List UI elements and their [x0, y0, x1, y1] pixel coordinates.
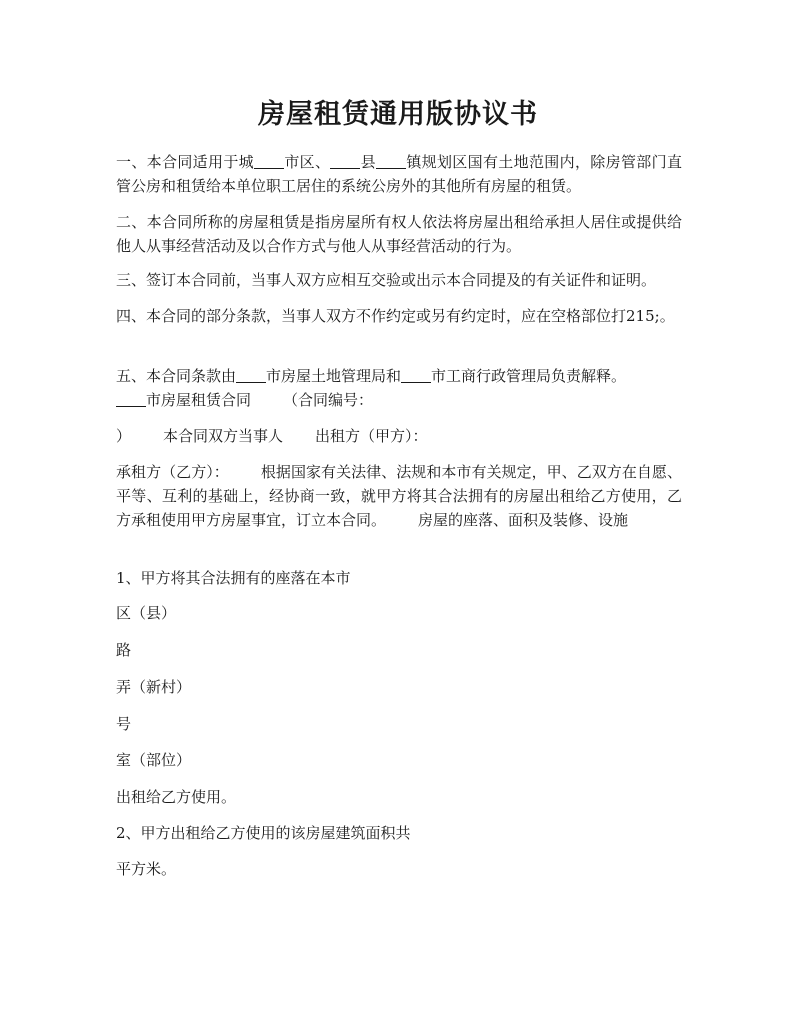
clause-1-text-c: 县	[360, 153, 376, 171]
clause-5	[116, 364, 682, 412]
document-title: 房屋租赁通用版协议书	[258, 99, 538, 130]
section-heading-premises: 房屋的座落、面积及装修、设施	[418, 511, 629, 529]
blank-line	[401, 368, 431, 383]
parties-line	[116, 424, 682, 448]
clause-1-text-d: 镇规划区国有土地范围内，除房管部门直管公房和租赁给本单位职工居住的系统公房外的其他所有房屋的租赁。	[116, 153, 682, 195]
number-line: 号	[116, 715, 132, 733]
blank-line	[116, 392, 146, 407]
blank-line	[376, 154, 406, 169]
clause-5-text-b: 市房屋土地管理局和	[266, 367, 402, 385]
clause-1-text-b: 市区、	[283, 153, 331, 171]
parties-text-a: ）	[116, 427, 132, 445]
clause-1	[116, 150, 682, 198]
clause-1-text-a: 一、本合同适用于城	[116, 153, 254, 171]
contract-number-label: （合同编号：	[283, 391, 374, 409]
item-1-line: 1、甲方将其合法拥有的座落在本市	[116, 569, 351, 587]
lessee-clause	[116, 460, 682, 532]
clause-2: 二、本合同所称的房屋租赁是指房屋所有权人依法将房屋出租给承担人居住或提供给他人从事经营活动及以合作方式与他人从事经营活动的行为。	[116, 213, 682, 255]
blank-line	[330, 154, 360, 169]
road-line: 路	[116, 641, 132, 659]
area-unit-line: 平方米。	[116, 860, 177, 878]
item-2-line: 2、甲方出租给乙方使用的该房屋建筑面积共	[116, 824, 411, 842]
blank-line	[254, 154, 284, 169]
preamble-text: 根据国家有关法律、法规和本市有关规定，甲、乙双方在自愿、平等、互利的基础上，经协商一致，就甲方将其合法拥有的房屋出租给乙方使用，乙方承租使用甲方房屋事宜，订立本合同。	[116, 463, 682, 529]
room-line: 室（部位）	[116, 751, 192, 769]
blank-line	[236, 368, 266, 383]
lease-to-line: 出租给乙方使用。	[116, 788, 237, 806]
clause-5-text-a: 五、本合同条款由	[116, 367, 237, 385]
contract-heading: 市房屋租赁合同	[146, 391, 252, 409]
lessor-label: 出租方（甲方）：	[315, 427, 428, 445]
lane-line: 弄（新村）	[116, 678, 192, 696]
lessee-label: 承租方（乙方）：	[116, 463, 229, 481]
parties-text-b: 本合同双方当事人	[163, 427, 284, 445]
clause-5-text-c: 市工商行政管理局负责解释。	[431, 367, 627, 385]
clause-4: 四、本合同的部分条款，当事人双方不作约定或另有约定时，应在空格部位打215;。	[116, 307, 675, 325]
district-line: 区（县）	[116, 604, 177, 622]
clause-3: 三、签订本合同前，当事人双方应相互交验或出示本合同提及的有关证件和证明。	[116, 271, 657, 289]
